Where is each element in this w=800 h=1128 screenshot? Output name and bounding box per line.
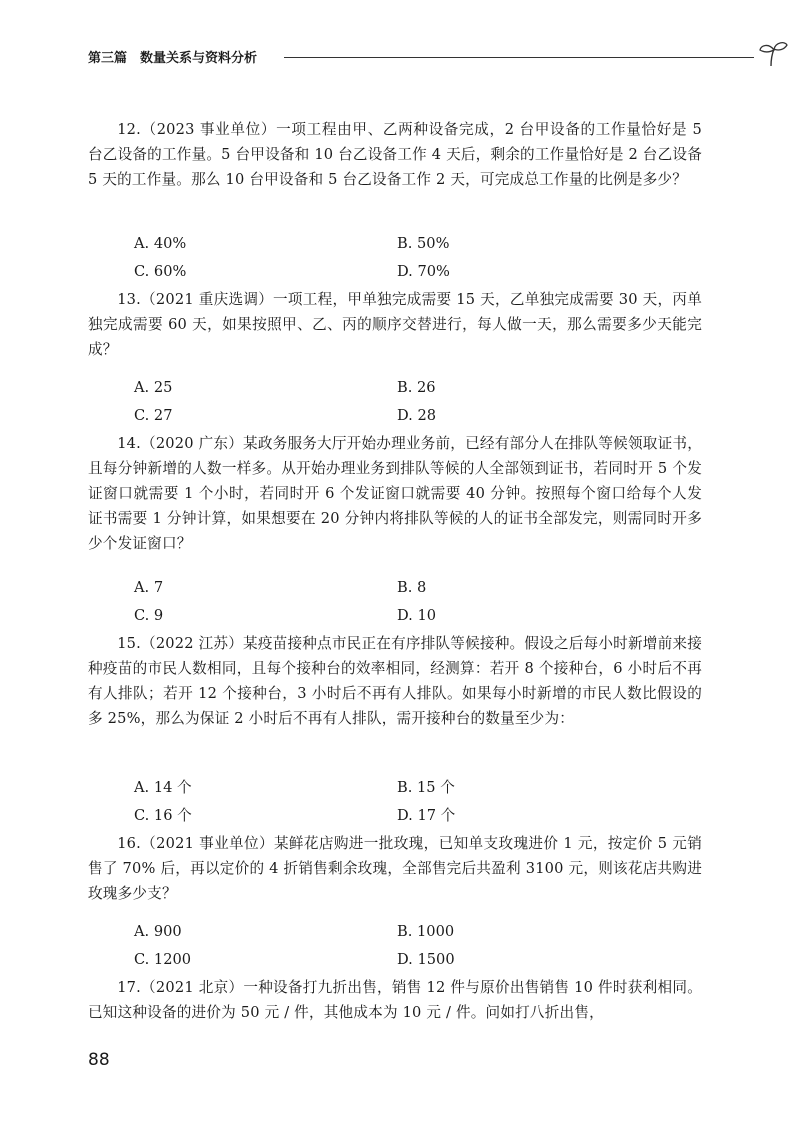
option-a: A. 900	[134, 923, 182, 940]
question-13: 13.（2021 重庆选调）一项工程，甲单独完成需要 15 天，乙单独完成需要 30 天，丙单独完成需要 60 天，如果按照甲、乙、丙的顺序交替进行，每人做一天，那么需要多少天能完成？	[88, 291, 702, 358]
question-12: 12.（2023 事业单位）一项工程由甲、乙两种设备完成，2 台甲设备的工作量恰好是 5 台乙设备的工作量。5 台甲设备和 10 台乙设备工作 4 天后，剩余的工作量恰好是 2 台乙设备 5 天的工作量。那么 10 台甲设备和 5 台乙设备工作 2 天，可完成总工作量的比例是多少？	[88, 121, 702, 188]
page-number: 88	[88, 1050, 110, 1070]
question-14: 14.（2020 广东）某政务服务大厅开始办理业务前，已经有部分人在排队等候领取证书，且每分钟新增的人数一样多。从开始办理业务到排队等候的人全部领到证书，若同时开 5 个发证窗口就需要 1 个小时，若同时开 6 个发证窗口就需要 40 分钟。按照每个窗口给每个人发证书需要 1 分钟计算，如果想要在 20 分钟内将排队等候的人的证书全部发完，则需同时开多少个发证窗口？	[88, 435, 702, 552]
option-c: C. 1200	[134, 951, 192, 968]
question-16: 16.（2021 事业单位）某鲜花店购进一批玫瑰，已知单支玫瑰进价 1 元，按定价 5 元销售了 70% 后，再以定价的 4 折销售剩余玫瑰，全部售完后共盈利 3100 元，则该花店共购进玫瑰多少支？	[88, 835, 702, 902]
option-c: C. 16 个	[134, 807, 192, 824]
option-a: A. 25	[134, 379, 173, 396]
option-d: D. 1500	[397, 951, 455, 968]
option-a: A. 14 个	[134, 779, 192, 796]
sprout-icon	[756, 40, 790, 68]
option-c: C. 27	[134, 407, 173, 424]
option-a: A. 40%	[134, 235, 187, 252]
option-a: A. 7	[134, 579, 164, 596]
option-d: D. 17 个	[397, 807, 456, 824]
option-c: C. 9	[134, 607, 164, 624]
page-header	[88, 44, 708, 68]
option-d: D. 70%	[397, 263, 450, 280]
section-title: 第三篇 数量关系与资料分析	[88, 51, 258, 66]
option-d: D. 28	[397, 407, 437, 424]
question-15: 15.（2022 江苏）某疫苗接种点市民正在有序排队等候接种。假设之后每小时新增前来接种疫苗的市民人数相同，且每个接种台的效率相同，经测算：若开 8 个接种台，6 小时后不再有人排队；若开 12 个接种台，3 小时后不再有人排队。如果每小时新增的市民人数比假设的多 25%，那么为保证 2 小时后不再有人排队，需开接种台的数量至少为：	[88, 635, 702, 727]
option-d: D. 10	[397, 607, 437, 624]
option-b: B. 50%	[397, 235, 450, 252]
option-b: B. 8	[397, 579, 427, 596]
option-b: B. 1000	[397, 923, 455, 940]
question-17: 17.（2021 北京）一种设备打九折出售，销售 12 件与原价出售销售 10 件时获利相同。已知这种设备的进价为 50 元 / 件，其他成本为 10 元 / 件。问如打八折出售，	[88, 979, 702, 1021]
option-c: C. 60%	[134, 263, 187, 280]
option-b: B. 26	[397, 379, 436, 396]
header-rule	[284, 57, 754, 58]
option-b: B. 15 个	[397, 779, 455, 796]
